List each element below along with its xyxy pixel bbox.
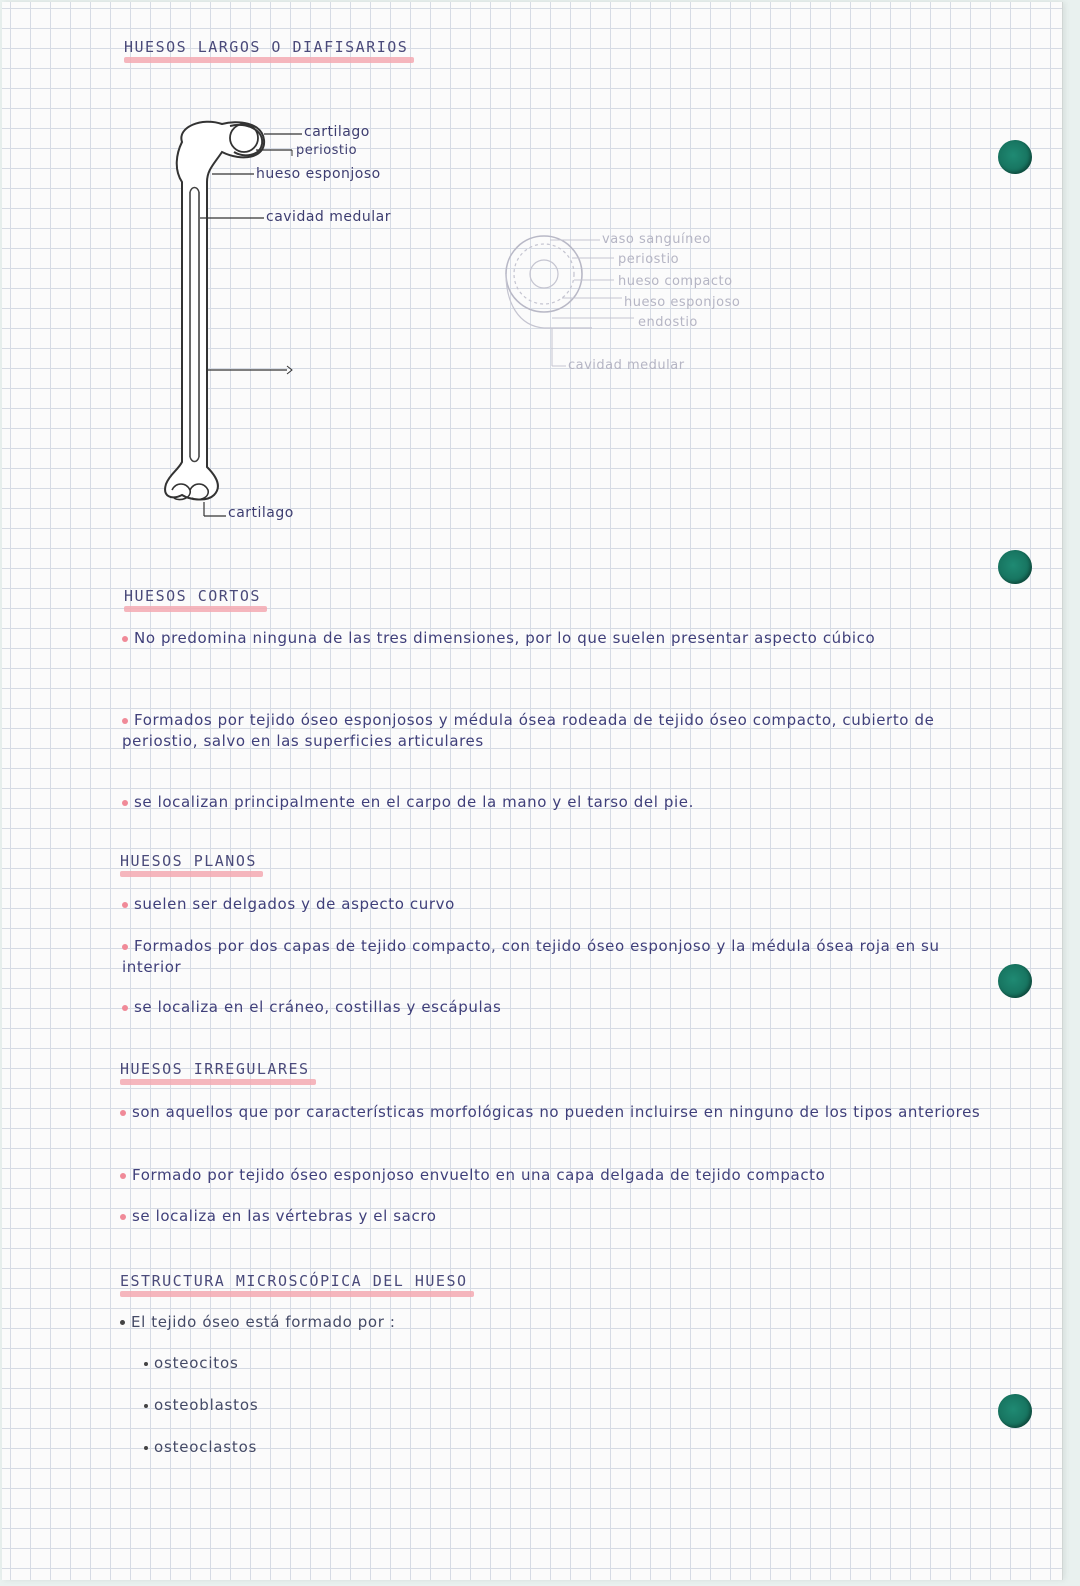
bullet-icon <box>120 1214 126 1220</box>
list-item-osteoblastos <box>144 1396 258 1414</box>
heading-huesos-cortos <box>124 587 261 607</box>
list-item-text: osteocitos <box>154 1354 239 1372</box>
planos-paragraph-3 <box>122 997 992 1018</box>
notebook-page <box>2 2 1063 1580</box>
bullet-icon <box>120 1320 125 1325</box>
paragraph-text: son aquellos que por características morfológicas no pueden incluirse en ninguno de los tipos anteriores <box>132 1103 981 1121</box>
heading-text: HUESOS CORTOS <box>124 587 261 605</box>
label-periostio: periostio <box>296 143 358 158</box>
heading-estructura-microscopica <box>120 1272 468 1292</box>
heading-text: HUESOS IRREGULARES <box>120 1060 310 1078</box>
label-vaso-sanguineo: vaso sanguíneo <box>602 232 711 247</box>
planos-paragraph-1 <box>122 894 992 915</box>
label-cavidad-medular-cross: cavidad medular <box>568 358 685 373</box>
binder-hole-3 <box>998 964 1032 998</box>
heading-text: HUESOS PLANOS <box>120 852 257 870</box>
paragraph-text: Formado por tejido óseo esponjoso envuelto en una capa delgada de tejido compacto <box>132 1166 826 1184</box>
cortos-paragraph-2 <box>122 710 992 752</box>
binder-hole-2 <box>998 550 1032 584</box>
bullet-icon <box>122 800 128 806</box>
label-hueso-esponjoso-cross: hueso esponjoso <box>624 295 741 310</box>
irregulares-paragraph-1 <box>120 1102 1020 1123</box>
paragraph-text: se localizan principalmente en el carpo de la mano y el tarso del pie. <box>134 793 694 811</box>
label-endostio: endostio <box>638 315 698 330</box>
bullet-icon <box>122 718 128 724</box>
label-periostio-cross: periostio <box>618 252 680 267</box>
bullet-icon <box>122 902 128 908</box>
heading-text: ESTRUCTURA MICROSCÓPICA DEL HUESO <box>120 1272 468 1290</box>
paragraph-text: El tejido óseo está formado por : <box>131 1313 396 1331</box>
heading-huesos-irregulares <box>120 1060 310 1080</box>
list-item-text: osteoclastos <box>154 1438 258 1456</box>
bullet-icon <box>144 1362 148 1366</box>
heading-huesos-planos <box>120 852 257 872</box>
paragraph-text: se localiza en el cráneo, costillas y escápulas <box>134 998 502 1016</box>
paragraph-text: Formados por tejido óseo esponjosos y médula ósea rodeada de tejido óseo compacto, cubierto de periostio, salvo en las superficies articulares <box>122 711 935 750</box>
heading-text: HUESOS LARGOS O DIAFISARIOS <box>124 38 409 56</box>
paragraph-text: Formados por dos capas de tejido compacto, con tejido óseo esponjoso y la médula ósea roja en su interior <box>122 937 940 976</box>
planos-paragraph-2 <box>122 936 992 978</box>
bullet-icon <box>120 1173 126 1179</box>
bullet-icon <box>122 1005 128 1011</box>
irregulares-paragraph-3 <box>120 1206 1020 1227</box>
bullet-icon <box>144 1446 148 1450</box>
label-hueso-esponjoso: hueso esponjoso <box>256 166 381 182</box>
paragraph-text: No predomina ninguna de las tres dimensiones, por lo que suelen presentar aspecto cúbico <box>134 629 876 647</box>
binder-hole-1 <box>998 140 1032 174</box>
binder-hole-4 <box>998 1394 1032 1428</box>
paragraph-text: suelen ser delgados y de aspecto curvo <box>134 895 455 913</box>
label-cavidad-medular: cavidad medular <box>266 209 391 225</box>
cortos-paragraph-3 <box>122 792 992 813</box>
irregulares-paragraph-2 <box>120 1165 1020 1186</box>
bullet-icon <box>120 1110 126 1116</box>
label-cartilago-bottom: cartilago <box>228 505 294 521</box>
heading-huesos-largos <box>124 38 408 58</box>
label-hueso-compacto: hueso compacto <box>618 274 733 289</box>
estructura-intro <box>120 1312 820 1333</box>
cortos-paragraph-1 <box>122 628 992 649</box>
bullet-icon <box>122 944 128 950</box>
bullet-icon <box>122 636 128 642</box>
bullet-icon <box>144 1404 148 1408</box>
paragraph-text: se localiza en las vértebras y el sacro <box>132 1207 437 1225</box>
list-item-text: osteoblastos <box>154 1396 259 1414</box>
list-item-osteoclastos <box>144 1438 257 1456</box>
label-cartilago-top: cartilago <box>304 124 370 140</box>
list-item-osteocitos <box>144 1354 239 1372</box>
